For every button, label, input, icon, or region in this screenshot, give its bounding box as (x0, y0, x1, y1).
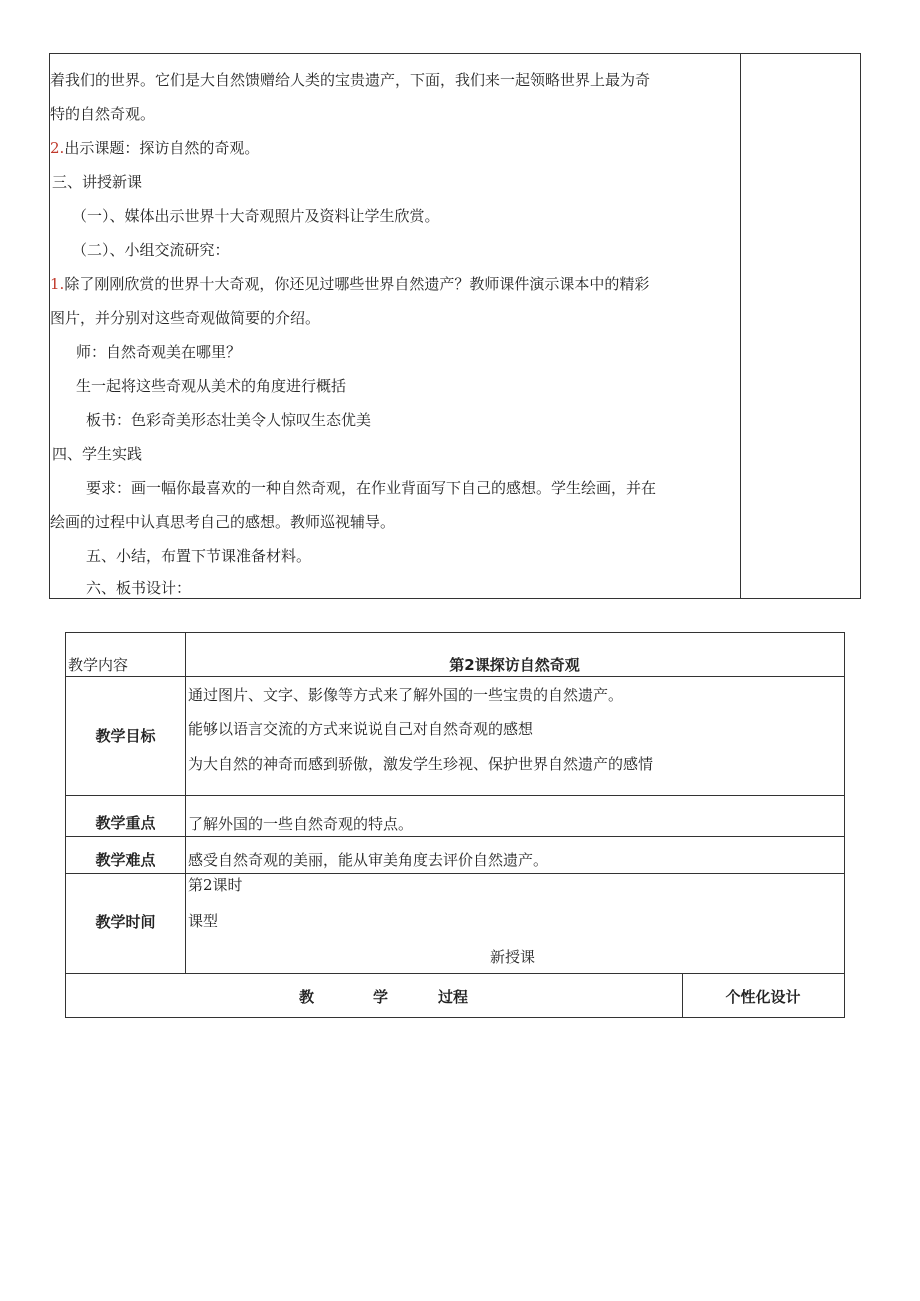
row-rule (66, 836, 844, 837)
list-number: 1. (50, 275, 65, 293)
goal-item: 为大自然的神奇而感到骄傲，激发学生珍视、保护世界自然遗产的感情 (188, 755, 654, 773)
difficulty-label: 教学难点 (95, 851, 156, 869)
key-text: 了解外国的一些自然奇观的特点。 (188, 815, 414, 833)
lesson-process-table (49, 53, 861, 599)
process-line: （二）、小组交流研究： (72, 241, 230, 259)
lesson-type-value: 新授课 (490, 948, 536, 966)
key-label: 教学重点 (95, 814, 156, 832)
column-divider (740, 54, 741, 598)
process-line: 特的自然奇观。 (50, 105, 156, 123)
process-line: （一）、媒体出示世界十大奇观照片及资料让学生欣赏。 (72, 207, 440, 225)
process-line: 要求：画一幅你最喜欢的一种自然奇观，在作业背面写下自己的感想。学生绘画，并在 (86, 479, 657, 497)
process-line: 六、板书设计： (86, 579, 192, 597)
row-rule (66, 873, 844, 874)
section-heading: 三、讲授新课 (52, 173, 143, 191)
process-line: 生一起将这些奇观从美术的角度进行概括 (76, 377, 347, 395)
process-header-char: 过程 (438, 988, 469, 1006)
process-line: 绘画的过程中认真思考自己的感想。教师巡视辅导。 (50, 513, 396, 531)
process-line: 图片，并分别对这些奇观做简要的介绍。 (50, 309, 321, 327)
column-rule (185, 633, 186, 973)
list-number: 2. (50, 139, 65, 157)
time-label: 教学时间 (95, 913, 156, 931)
process-line: 五、小结，布置下节课准备材料。 (86, 547, 312, 565)
process-header-char: 教 (299, 988, 315, 1006)
content-label: 教学内容 (68, 656, 129, 674)
process-line: 着我们的世界。它们是大自然馈赠给人类的宝贵遗产，下面，我们来一起领略世界上最为奇 (50, 71, 651, 89)
goals-label: 教学目标 (95, 727, 156, 745)
design-label: 个性化设计 (725, 988, 801, 1006)
row-rule (66, 973, 844, 974)
section-heading: 四、学生实践 (52, 445, 143, 463)
lesson-info-table (65, 632, 845, 1018)
lesson-period: 第2课时 (188, 876, 243, 894)
process-header-char: 学 (373, 988, 389, 1006)
row-rule (66, 676, 844, 677)
lesson-type-label: 课型 (188, 912, 219, 930)
process-line: 师：自然奇观美在哪里？ (76, 343, 242, 361)
process-line: 2.出示课题：探访自然的奇观。 (50, 139, 260, 157)
row-rule (66, 795, 844, 796)
difficulty-text: 感受自然奇观的美丽，能从审美角度去评价自然遗产。 (188, 851, 549, 869)
lesson-title: 第2课探访自然奇观 (449, 656, 580, 674)
goal-item: 能够以语言交流的方式来说说自己对自然奇观的感想 (188, 720, 534, 738)
process-line: 1.除了刚刚欣赏的世界十大奇观，你还见过哪些世界自然遗产？教师课件演示课本中的精彩 (50, 275, 650, 293)
process-line: 板书：色彩奇美形态壮美令人惊叹生态优美 (86, 411, 372, 429)
goal-item: 通过图片、文字、影像等方式来了解外国的一些宝贵的自然遗产。 (188, 686, 624, 704)
